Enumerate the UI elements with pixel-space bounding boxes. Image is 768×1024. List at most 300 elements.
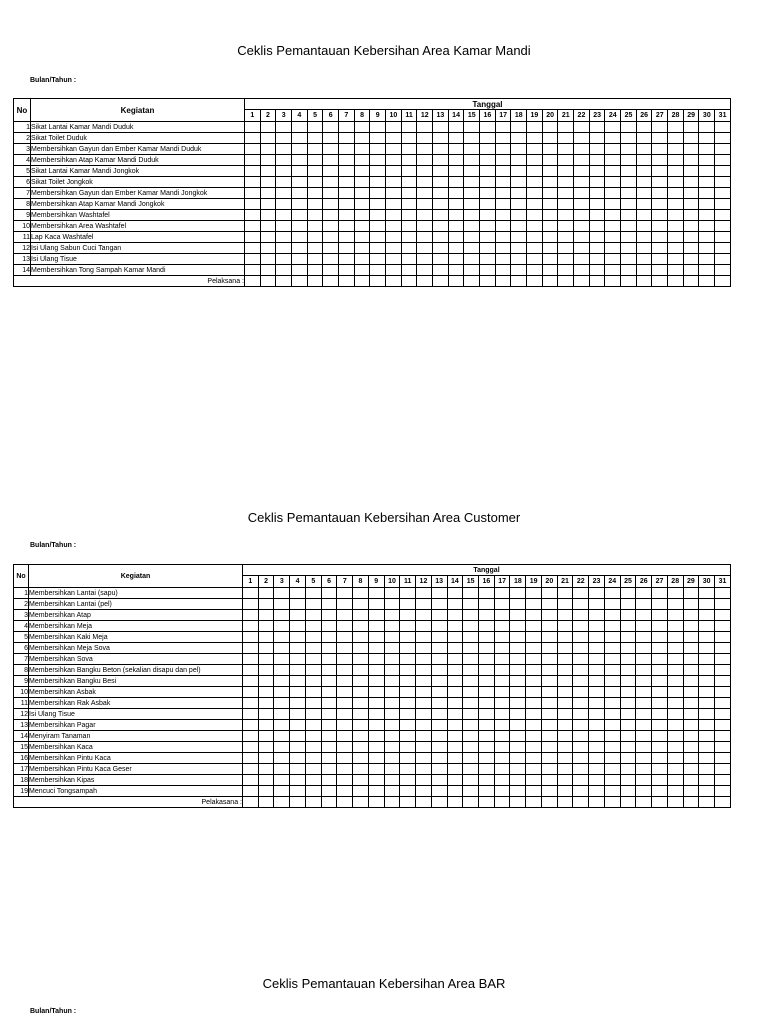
check-cell[interactable] [541,742,557,753]
check-cell[interactable] [604,764,620,775]
check-cell[interactable] [667,775,683,786]
check-cell[interactable] [417,133,433,144]
check-cell[interactable] [260,155,276,166]
check-cell[interactable] [337,775,353,786]
check-cell[interactable] [245,210,261,221]
check-cell[interactable] [683,166,699,177]
check-cell[interactable] [526,731,542,742]
check-cell[interactable] [511,155,527,166]
check-cell[interactable] [416,731,432,742]
check-cell[interactable] [416,599,432,610]
check-cell[interactable] [416,709,432,720]
check-cell[interactable] [447,610,463,621]
check-cell[interactable] [339,133,355,144]
check-cell[interactable] [527,122,543,133]
check-cell[interactable] [243,676,259,687]
check-cell[interactable] [323,155,339,166]
check-cell[interactable] [636,632,652,643]
check-cell[interactable] [416,588,432,599]
check-cell[interactable] [276,177,292,188]
check-cell[interactable] [290,665,306,676]
check-cell[interactable] [494,786,510,797]
check-cell[interactable] [511,177,527,188]
check-cell[interactable] [321,599,337,610]
check-cell[interactable] [400,742,416,753]
check-cell[interactable] [370,166,386,177]
check-cell[interactable] [354,133,370,144]
check-cell[interactable] [715,188,731,199]
check-cell[interactable] [384,621,400,632]
check-cell[interactable] [245,155,261,166]
check-cell[interactable] [574,254,590,265]
check-cell[interactable] [494,665,510,676]
check-cell[interactable] [652,232,668,243]
check-cell[interactable] [448,144,464,155]
check-cell[interactable] [274,709,290,720]
check-cell[interactable] [384,753,400,764]
check-cell[interactable] [668,155,684,166]
check-cell[interactable] [621,265,637,276]
check-cell[interactable] [668,232,684,243]
check-cell[interactable] [620,742,636,753]
check-cell[interactable] [353,621,369,632]
check-cell[interactable] [589,122,605,133]
check-cell[interactable] [652,786,668,797]
check-cell[interactable] [386,177,402,188]
check-cell[interactable] [668,210,684,221]
check-cell[interactable] [510,654,526,665]
check-cell[interactable] [652,709,668,720]
check-cell[interactable] [400,764,416,775]
check-cell[interactable] [305,775,321,786]
check-cell[interactable] [353,709,369,720]
check-cell[interactable] [431,687,447,698]
check-cell[interactable] [417,210,433,221]
check-cell[interactable] [636,133,652,144]
check-cell[interactable] [479,753,495,764]
check-cell[interactable] [305,643,321,654]
check-cell[interactable] [558,133,574,144]
check-cell[interactable] [636,144,652,155]
check-cell[interactable] [574,221,590,232]
check-cell[interactable] [243,720,259,731]
check-cell[interactable] [683,177,699,188]
check-cell[interactable] [416,742,432,753]
check-cell[interactable] [620,775,636,786]
check-cell[interactable] [511,188,527,199]
check-cell[interactable] [542,232,558,243]
check-cell[interactable] [245,265,261,276]
check-cell[interactable] [463,643,479,654]
check-cell[interactable] [604,621,620,632]
check-cell[interactable] [541,665,557,676]
check-cell[interactable] [258,720,274,731]
check-cell[interactable] [260,122,276,133]
check-cell[interactable] [386,232,402,243]
check-cell[interactable] [274,731,290,742]
check-cell[interactable] [368,753,384,764]
check-cell[interactable] [636,698,652,709]
signature-cell[interactable] [510,797,526,808]
check-cell[interactable] [431,665,447,676]
check-cell[interactable] [464,166,480,177]
check-cell[interactable] [510,676,526,687]
check-cell[interactable] [558,144,574,155]
check-cell[interactable] [667,753,683,764]
check-cell[interactable] [353,599,369,610]
check-cell[interactable] [400,610,416,621]
check-cell[interactable] [541,610,557,621]
check-cell[interactable] [636,265,652,276]
check-cell[interactable] [699,588,715,599]
check-cell[interactable] [354,254,370,265]
check-cell[interactable] [699,753,715,764]
check-cell[interactable] [699,243,715,254]
check-cell[interactable] [683,764,699,775]
check-cell[interactable] [526,687,542,698]
check-cell[interactable] [683,665,699,676]
check-cell[interactable] [604,720,620,731]
check-cell[interactable] [589,753,605,764]
check-cell[interactable] [339,265,355,276]
signature-cell[interactable] [305,797,321,808]
check-cell[interactable] [620,588,636,599]
check-cell[interactable] [384,775,400,786]
check-cell[interactable] [370,199,386,210]
check-cell[interactable] [243,698,259,709]
check-cell[interactable] [511,133,527,144]
check-cell[interactable] [683,243,699,254]
check-cell[interactable] [668,166,684,177]
check-cell[interactable] [245,133,261,144]
check-cell[interactable] [683,775,699,786]
check-cell[interactable] [541,643,557,654]
signature-cell[interactable] [589,276,605,287]
check-cell[interactable] [604,643,620,654]
check-cell[interactable] [290,687,306,698]
check-cell[interactable] [636,254,652,265]
check-cell[interactable] [715,133,731,144]
check-cell[interactable] [400,687,416,698]
signature-cell[interactable] [448,276,464,287]
check-cell[interactable] [417,122,433,133]
signature-cell[interactable] [480,276,496,287]
check-cell[interactable] [479,731,495,742]
check-cell[interactable] [557,786,573,797]
check-cell[interactable] [605,144,621,155]
check-cell[interactable] [321,753,337,764]
check-cell[interactable] [479,720,495,731]
check-cell[interactable] [417,254,433,265]
check-cell[interactable] [401,254,417,265]
check-cell[interactable] [699,621,715,632]
check-cell[interactable] [464,265,480,276]
check-cell[interactable] [527,254,543,265]
check-cell[interactable] [636,775,652,786]
check-cell[interactable] [400,621,416,632]
check-cell[interactable] [245,221,261,232]
check-cell[interactable] [370,177,386,188]
check-cell[interactable] [448,232,464,243]
check-cell[interactable] [636,665,652,676]
check-cell[interactable] [494,654,510,665]
check-cell[interactable] [448,265,464,276]
check-cell[interactable] [573,698,589,709]
check-cell[interactable] [589,144,605,155]
check-cell[interactable] [353,720,369,731]
signature-cell[interactable] [636,797,652,808]
check-cell[interactable] [573,599,589,610]
check-cell[interactable] [542,199,558,210]
check-cell[interactable] [636,742,652,753]
check-cell[interactable] [541,786,557,797]
check-cell[interactable] [448,133,464,144]
check-cell[interactable] [715,687,731,698]
check-cell[interactable] [274,687,290,698]
check-cell[interactable] [683,155,699,166]
check-cell[interactable] [290,621,306,632]
check-cell[interactable] [542,122,558,133]
check-cell[interactable] [290,632,306,643]
check-cell[interactable] [573,654,589,665]
check-cell[interactable] [307,232,323,243]
check-cell[interactable] [621,232,637,243]
check-cell[interactable] [321,786,337,797]
check-cell[interactable] [384,720,400,731]
check-cell[interactable] [573,753,589,764]
signature-cell[interactable] [589,797,605,808]
check-cell[interactable] [464,221,480,232]
check-cell[interactable] [527,133,543,144]
check-cell[interactable] [495,210,511,221]
check-cell[interactable] [353,676,369,687]
check-cell[interactable] [448,221,464,232]
check-cell[interactable] [715,654,731,665]
check-cell[interactable] [447,742,463,753]
check-cell[interactable] [417,265,433,276]
check-cell[interactable] [431,742,447,753]
check-cell[interactable] [368,643,384,654]
check-cell[interactable] [574,177,590,188]
check-cell[interactable] [290,643,306,654]
check-cell[interactable] [290,709,306,720]
check-cell[interactable] [416,676,432,687]
check-cell[interactable] [573,764,589,775]
check-cell[interactable] [667,731,683,742]
check-cell[interactable] [589,720,605,731]
signature-cell[interactable] [386,276,402,287]
check-cell[interactable] [604,698,620,709]
check-cell[interactable] [431,588,447,599]
check-cell[interactable] [494,588,510,599]
check-cell[interactable] [260,144,276,155]
check-cell[interactable] [479,698,495,709]
check-cell[interactable] [652,764,668,775]
check-cell[interactable] [605,133,621,144]
check-cell[interactable] [321,621,337,632]
check-cell[interactable] [557,709,573,720]
signature-cell[interactable] [260,276,276,287]
signature-cell[interactable] [464,276,480,287]
check-cell[interactable] [400,731,416,742]
check-cell[interactable] [448,155,464,166]
check-cell[interactable] [683,698,699,709]
check-cell[interactable] [558,232,574,243]
check-cell[interactable] [494,610,510,621]
check-cell[interactable] [683,188,699,199]
check-cell[interactable] [494,676,510,687]
check-cell[interactable] [416,687,432,698]
check-cell[interactable] [557,676,573,687]
check-cell[interactable] [636,155,652,166]
check-cell[interactable] [620,786,636,797]
check-cell[interactable] [400,632,416,643]
check-cell[interactable] [290,720,306,731]
signature-cell[interactable] [605,276,621,287]
check-cell[interactable] [527,243,543,254]
check-cell[interactable] [605,243,621,254]
check-cell[interactable] [511,243,527,254]
check-cell[interactable] [699,643,715,654]
check-cell[interactable] [526,621,542,632]
check-cell[interactable] [541,753,557,764]
check-cell[interactable] [605,199,621,210]
check-cell[interactable] [573,643,589,654]
check-cell[interactable] [652,720,668,731]
check-cell[interactable] [699,720,715,731]
check-cell[interactable] [667,632,683,643]
signature-cell[interactable] [433,276,449,287]
signature-cell[interactable] [652,276,668,287]
check-cell[interactable] [243,764,259,775]
check-cell[interactable] [431,775,447,786]
check-cell[interactable] [258,599,274,610]
check-cell[interactable] [683,720,699,731]
check-cell[interactable] [386,122,402,133]
check-cell[interactable] [683,122,699,133]
check-cell[interactable] [699,698,715,709]
check-cell[interactable] [337,654,353,665]
check-cell[interactable] [463,676,479,687]
check-cell[interactable] [354,188,370,199]
check-cell[interactable] [323,122,339,133]
check-cell[interactable] [368,676,384,687]
check-cell[interactable] [447,588,463,599]
check-cell[interactable] [384,742,400,753]
check-cell[interactable] [386,254,402,265]
check-cell[interactable] [401,188,417,199]
check-cell[interactable] [243,709,259,720]
check-cell[interactable] [401,199,417,210]
check-cell[interactable] [604,775,620,786]
check-cell[interactable] [715,676,731,687]
check-cell[interactable] [636,621,652,632]
check-cell[interactable] [431,709,447,720]
check-cell[interactable] [557,687,573,698]
check-cell[interactable] [276,221,292,232]
check-cell[interactable] [573,709,589,720]
check-cell[interactable] [323,210,339,221]
check-cell[interactable] [557,742,573,753]
check-cell[interactable] [431,643,447,654]
check-cell[interactable] [668,133,684,144]
check-cell[interactable] [620,698,636,709]
check-cell[interactable] [542,144,558,155]
check-cell[interactable] [307,243,323,254]
check-cell[interactable] [448,188,464,199]
check-cell[interactable] [605,177,621,188]
check-cell[interactable] [448,210,464,221]
check-cell[interactable] [620,665,636,676]
check-cell[interactable] [274,588,290,599]
check-cell[interactable] [558,210,574,221]
signature-cell[interactable] [384,797,400,808]
check-cell[interactable] [683,232,699,243]
check-cell[interactable] [558,188,574,199]
check-cell[interactable] [557,621,573,632]
signature-cell[interactable] [667,797,683,808]
check-cell[interactable] [667,654,683,665]
check-cell[interactable] [526,698,542,709]
check-cell[interactable] [290,698,306,709]
check-cell[interactable] [243,731,259,742]
check-cell[interactable] [384,676,400,687]
check-cell[interactable] [557,654,573,665]
check-cell[interactable] [290,753,306,764]
check-cell[interactable] [323,199,339,210]
check-cell[interactable] [463,742,479,753]
check-cell[interactable] [353,786,369,797]
check-cell[interactable] [384,654,400,665]
check-cell[interactable] [652,254,668,265]
check-cell[interactable] [370,232,386,243]
check-cell[interactable] [245,122,261,133]
check-cell[interactable] [276,155,292,166]
check-cell[interactable] [339,254,355,265]
check-cell[interactable] [258,698,274,709]
signature-cell[interactable] [495,276,511,287]
check-cell[interactable] [292,254,308,265]
check-cell[interactable] [337,621,353,632]
check-cell[interactable] [620,687,636,698]
check-cell[interactable] [384,764,400,775]
check-cell[interactable] [699,764,715,775]
check-cell[interactable] [276,199,292,210]
check-cell[interactable] [479,687,495,698]
check-cell[interactable] [652,731,668,742]
check-cell[interactable] [494,643,510,654]
check-cell[interactable] [243,610,259,621]
check-cell[interactable] [260,188,276,199]
check-cell[interactable] [431,731,447,742]
check-cell[interactable] [323,166,339,177]
check-cell[interactable] [463,731,479,742]
check-cell[interactable] [542,166,558,177]
check-cell[interactable] [384,643,400,654]
check-cell[interactable] [621,221,637,232]
check-cell[interactable] [292,177,308,188]
check-cell[interactable] [636,654,652,665]
check-cell[interactable] [620,654,636,665]
check-cell[interactable] [574,155,590,166]
check-cell[interactable] [339,177,355,188]
check-cell[interactable] [274,610,290,621]
check-cell[interactable] [479,709,495,720]
check-cell[interactable] [494,731,510,742]
check-cell[interactable] [652,243,668,254]
check-cell[interactable] [636,709,652,720]
check-cell[interactable] [305,764,321,775]
